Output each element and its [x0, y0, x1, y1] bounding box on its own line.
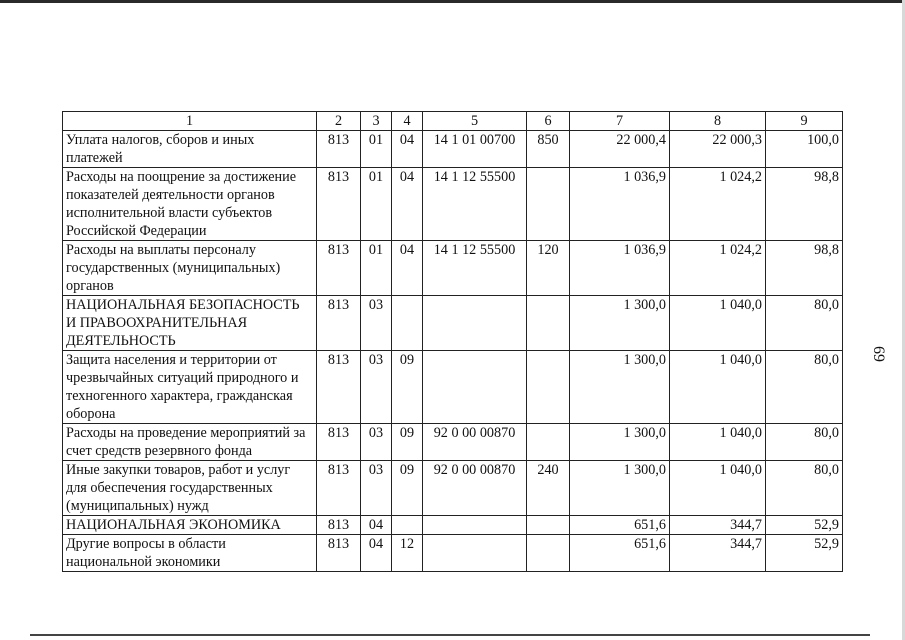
column-header: 3	[361, 112, 392, 131]
target-article-code: 14 1 01 00700	[423, 131, 527, 168]
target-article-code	[423, 351, 527, 424]
target-article-code: 92 0 00 00870	[423, 461, 527, 516]
actual-value: 1 040,0	[670, 296, 766, 351]
actual-value: 1 040,0	[670, 424, 766, 461]
column-header: 5	[423, 112, 527, 131]
planned-value: 1 300,0	[570, 461, 670, 516]
subsection-code	[392, 516, 423, 535]
expense-type-code: 850	[527, 131, 570, 168]
table-row	[63, 535, 843, 572]
ministry-code: 813	[317, 131, 361, 168]
planned-value: 1 300,0	[570, 424, 670, 461]
actual-value: 1 040,0	[670, 461, 766, 516]
expense-type-code	[527, 351, 570, 424]
planned-value: 651,6	[570, 516, 670, 535]
ministry-code: 813	[317, 461, 361, 516]
actual-value: 344,7	[670, 535, 766, 572]
scan-top-edge	[0, 0, 905, 3]
percent-value: 80,0	[766, 424, 843, 461]
subsection-code: 04	[392, 168, 423, 241]
target-article-code: 14 1 12 55500	[423, 241, 527, 296]
row-name: Защита населения и территории от чрезвычайных ситуаций природного и техногенного характера, гражданская оборона	[63, 351, 317, 424]
section-code: 03	[361, 461, 392, 516]
target-article-code: 92 0 00 00870	[423, 424, 527, 461]
column-header: 2	[317, 112, 361, 131]
subsection-code: 09	[392, 461, 423, 516]
expense-type-code	[527, 516, 570, 535]
actual-value: 344,7	[670, 516, 766, 535]
section-code: 01	[361, 168, 392, 241]
expense-type-code	[527, 296, 570, 351]
percent-value: 98,8	[766, 168, 843, 241]
column-header: 7	[570, 112, 670, 131]
row-name: Другие вопросы в области национальной экономики	[63, 535, 317, 572]
subsection-code: 09	[392, 351, 423, 424]
table-row	[63, 131, 843, 168]
column-header: 8	[670, 112, 766, 131]
actual-value: 1 040,0	[670, 351, 766, 424]
row-name: Расходы на выплаты персоналу государственных (муниципальных) органов	[63, 241, 317, 296]
planned-value: 1 300,0	[570, 351, 670, 424]
section-code: 04	[361, 516, 392, 535]
ministry-code: 813	[317, 168, 361, 241]
ministry-code: 813	[317, 516, 361, 535]
table-row	[63, 516, 843, 535]
table-row	[63, 241, 843, 296]
table-row	[63, 168, 843, 241]
expense-type-code: 120	[527, 241, 570, 296]
planned-value: 1 036,9	[570, 168, 670, 241]
subsection-code: 04	[392, 131, 423, 168]
scan-bottom-edge	[30, 634, 870, 636]
percent-value: 80,0	[766, 461, 843, 516]
section-code: 03	[361, 351, 392, 424]
row-name: Расходы на поощрение за достижение показателей деятельности органов исполнительной власти субъектов Российской Федерации	[63, 168, 317, 241]
target-article-code	[423, 535, 527, 572]
column-header: 1	[63, 112, 317, 131]
column-header: 4	[392, 112, 423, 131]
target-article-code	[423, 516, 527, 535]
expense-type-code	[527, 535, 570, 572]
planned-value: 651,6	[570, 535, 670, 572]
table-row	[63, 461, 843, 516]
percent-value: 80,0	[766, 296, 843, 351]
percent-value: 98,8	[766, 241, 843, 296]
row-name: Иные закупки товаров, работ и услуг для обеспечения государственных (муниципальных) нужд	[63, 461, 317, 516]
table-row	[63, 424, 843, 461]
percent-value: 52,9	[766, 535, 843, 572]
subsection-code: 04	[392, 241, 423, 296]
expense-type-code	[527, 424, 570, 461]
expense-type-code	[527, 168, 570, 241]
percent-value: 80,0	[766, 351, 843, 424]
section-code: 01	[361, 131, 392, 168]
row-name: Уплата налогов, сборов и иных платежей	[63, 131, 317, 168]
actual-value: 1 024,2	[670, 241, 766, 296]
column-header: 6	[527, 112, 570, 131]
target-article-code	[423, 296, 527, 351]
section-code: 03	[361, 296, 392, 351]
section-code: 01	[361, 241, 392, 296]
ministry-code: 813	[317, 241, 361, 296]
row-name: НАЦИОНАЛЬНАЯ ЭКОНОМИКА	[63, 516, 317, 535]
section-code: 03	[361, 424, 392, 461]
row-name: НАЦИОНАЛЬНАЯ БЕЗОПАСНОСТЬ И ПРАВООХРАНИТЕЛЬНАЯ ДЕЯТЕЛЬНОСТЬ	[63, 296, 317, 351]
table-row	[63, 296, 843, 351]
percent-value: 52,9	[766, 516, 843, 535]
expense-type-code: 240	[527, 461, 570, 516]
subsection-code: 09	[392, 424, 423, 461]
planned-value: 1 036,9	[570, 241, 670, 296]
ministry-code: 813	[317, 296, 361, 351]
subsection-code	[392, 296, 423, 351]
table-row	[63, 351, 843, 424]
row-name: Расходы на проведение мероприятий за счет средств резервного фонда	[63, 424, 317, 461]
ministry-code: 813	[317, 535, 361, 572]
ministry-code: 813	[317, 351, 361, 424]
target-article-code: 14 1 12 55500	[423, 168, 527, 241]
planned-value: 1 300,0	[570, 296, 670, 351]
planned-value: 22 000,4	[570, 131, 670, 168]
subsection-code: 12	[392, 535, 423, 572]
header-row	[63, 112, 843, 131]
column-header: 9	[766, 112, 843, 131]
actual-value: 22 000,3	[670, 131, 766, 168]
ministry-code: 813	[317, 424, 361, 461]
page-number: 69	[870, 346, 887, 362]
percent-value: 100,0	[766, 131, 843, 168]
actual-value: 1 024,2	[670, 168, 766, 241]
section-code: 04	[361, 535, 392, 572]
budget-table	[62, 111, 843, 572]
